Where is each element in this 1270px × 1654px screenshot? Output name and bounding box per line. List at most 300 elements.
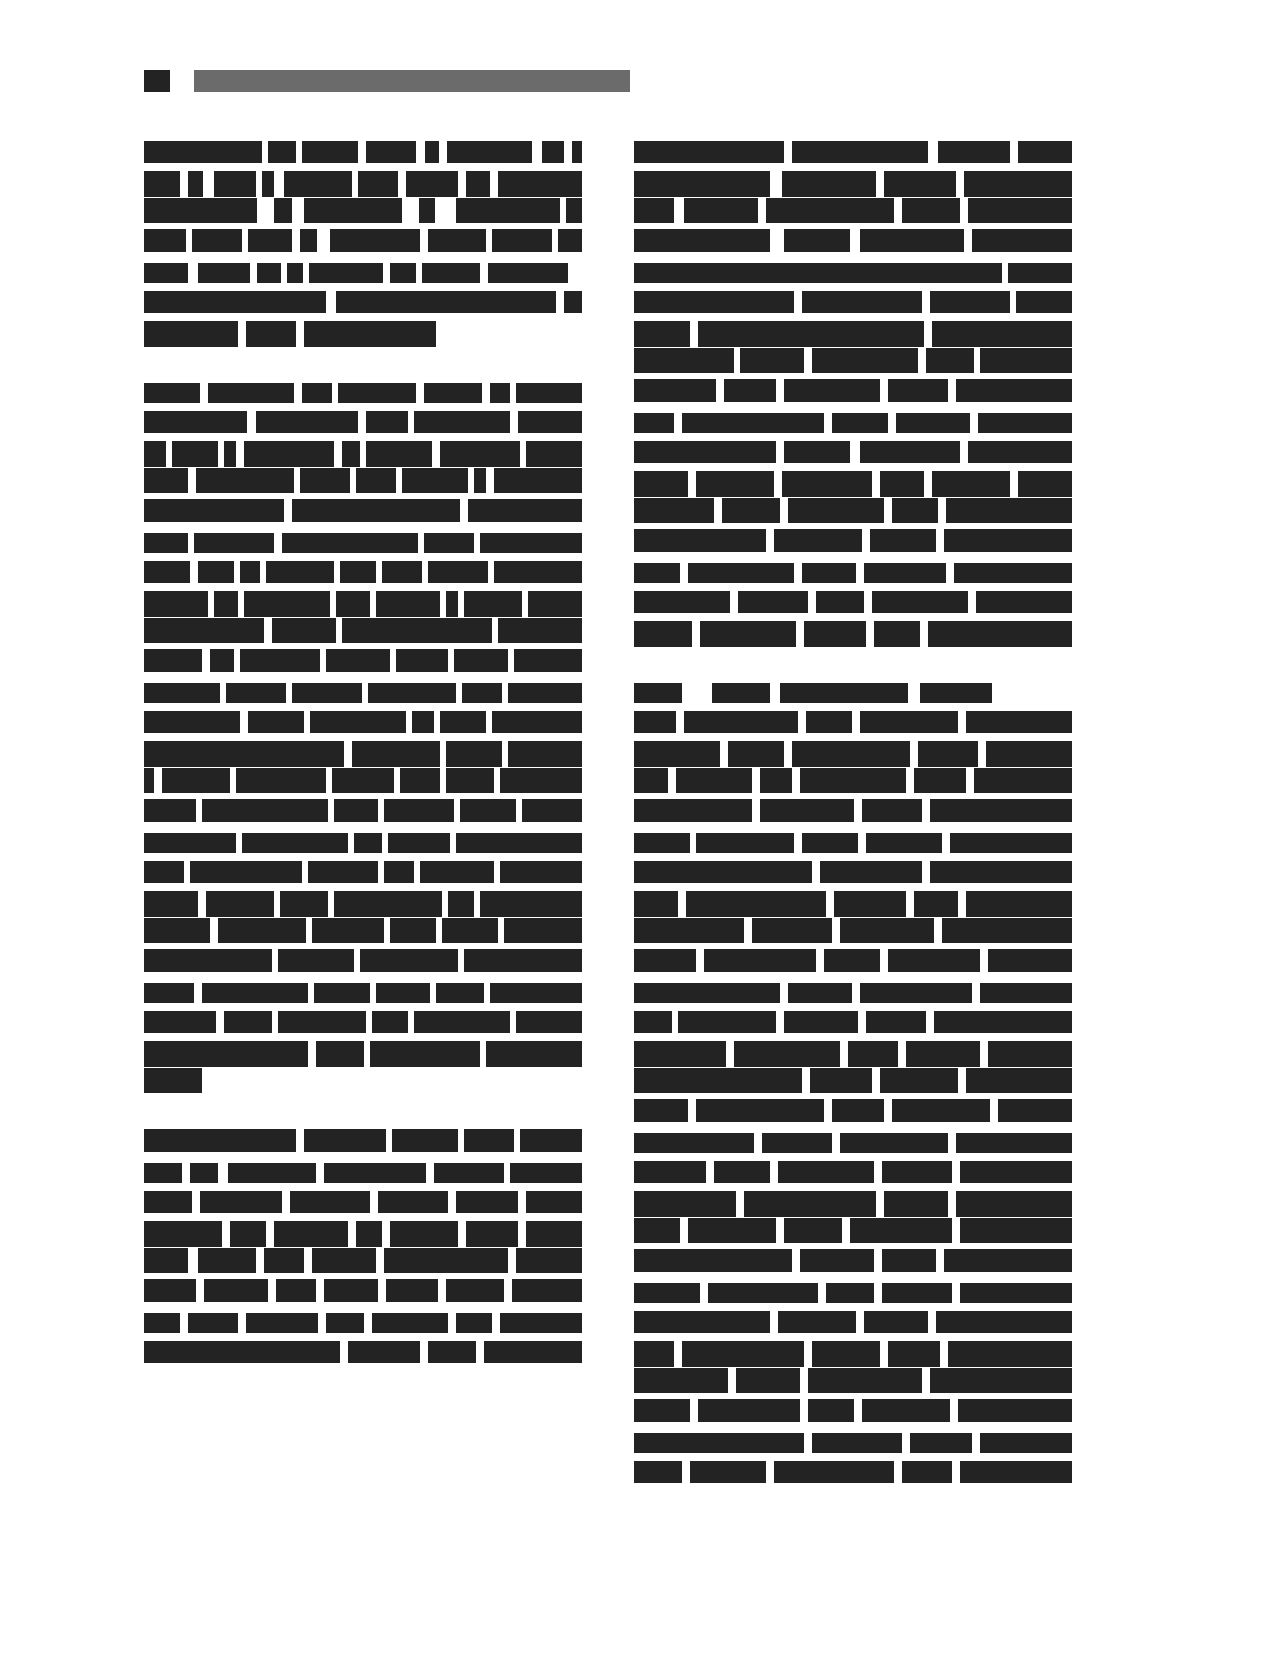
redacted-text-line bbox=[634, 1218, 1072, 1248]
redacted-text-line bbox=[634, 768, 1072, 798]
redaction-bar bbox=[874, 621, 920, 647]
redaction-bar bbox=[936, 1311, 1072, 1333]
redaction-bar bbox=[464, 591, 522, 617]
redaction-bar bbox=[634, 861, 812, 883]
redaction-bar bbox=[390, 263, 416, 283]
redaction-bar bbox=[780, 683, 908, 703]
redaction-bar bbox=[866, 833, 942, 853]
redaction-bar bbox=[486, 1041, 582, 1067]
redaction-bar bbox=[490, 983, 582, 1003]
redaction-bar bbox=[196, 468, 294, 493]
redacted-text-line bbox=[634, 618, 1072, 648]
redaction-bar bbox=[684, 711, 798, 733]
redaction-bar bbox=[392, 1129, 458, 1152]
redaction-bar bbox=[902, 198, 960, 223]
redaction-bar bbox=[214, 171, 256, 197]
redaction-bar bbox=[832, 1099, 884, 1122]
redaction-bar bbox=[282, 533, 418, 553]
redaction-bar bbox=[698, 1399, 800, 1422]
redacted-text-line bbox=[144, 288, 582, 318]
redaction-bar bbox=[634, 1433, 804, 1453]
redaction-bar bbox=[514, 649, 582, 672]
redaction-bar bbox=[424, 533, 474, 553]
redaction-bar bbox=[192, 229, 242, 252]
redaction-bar bbox=[144, 383, 200, 403]
redacted-text-line bbox=[634, 1188, 1072, 1218]
redacted-text-line bbox=[144, 1038, 582, 1068]
redaction-bar bbox=[464, 1129, 514, 1152]
redaction-bar bbox=[144, 1011, 216, 1033]
redaction-bar bbox=[976, 591, 1072, 613]
redacted-text-line bbox=[144, 798, 582, 828]
redaction-bar bbox=[634, 1249, 792, 1272]
redaction-bar bbox=[860, 441, 960, 463]
redaction-bar bbox=[696, 1099, 824, 1122]
redaction-bar bbox=[782, 171, 876, 197]
redaction-bar bbox=[930, 1368, 1072, 1393]
redaction-bar bbox=[494, 561, 582, 583]
redaction-bar bbox=[144, 533, 188, 553]
redaction-bar bbox=[498, 618, 582, 643]
redacted-text-line bbox=[144, 918, 582, 948]
redaction-bar bbox=[634, 1311, 770, 1333]
redacted-text-line bbox=[634, 738, 1072, 768]
redacted-text-line bbox=[634, 258, 1072, 288]
redaction-bar bbox=[928, 621, 1072, 647]
redaction-bar bbox=[302, 141, 358, 163]
redaction-bar bbox=[448, 891, 474, 917]
redacted-text-line bbox=[634, 138, 1072, 168]
redaction-bar bbox=[390, 1221, 458, 1247]
redaction-bar bbox=[860, 711, 958, 733]
redaction-bar bbox=[316, 1041, 364, 1067]
redaction-bar bbox=[372, 1011, 408, 1033]
redaction-bar bbox=[332, 768, 394, 793]
redaction-bar bbox=[634, 1341, 674, 1367]
redaction-bar bbox=[474, 468, 486, 493]
redaction-bar bbox=[792, 141, 928, 163]
redacted-text-line bbox=[634, 1338, 1072, 1368]
redaction-bar bbox=[860, 983, 972, 1003]
redaction-bar bbox=[960, 1461, 1072, 1483]
redaction-bar bbox=[914, 891, 958, 917]
redacted-text-line bbox=[634, 978, 1072, 1008]
redaction-bar bbox=[778, 1311, 856, 1333]
redaction-bar bbox=[274, 1221, 348, 1247]
paragraph bbox=[144, 378, 582, 1098]
redaction-bar bbox=[428, 561, 488, 583]
redaction-bar bbox=[244, 441, 334, 467]
redaction-bar bbox=[356, 1221, 382, 1247]
redacted-text-line bbox=[144, 978, 582, 1008]
left-column bbox=[144, 138, 582, 1368]
redaction-bar bbox=[860, 229, 964, 252]
redaction-bar bbox=[808, 1399, 854, 1422]
redaction-bar bbox=[382, 561, 422, 583]
redaction-bar bbox=[144, 649, 202, 672]
redaction-bar bbox=[802, 291, 922, 313]
redacted-text-line bbox=[634, 798, 1072, 828]
redaction-bar bbox=[248, 711, 304, 733]
redacted-text-line bbox=[144, 948, 582, 978]
redaction-bar bbox=[634, 1461, 682, 1483]
redaction-bar bbox=[256, 411, 358, 433]
redaction-bar bbox=[840, 918, 934, 943]
redaction-bar bbox=[832, 413, 888, 433]
redacted-text-line bbox=[144, 738, 582, 768]
redaction-bar bbox=[412, 711, 434, 733]
redaction-bar bbox=[784, 229, 850, 252]
redaction-bar bbox=[872, 591, 968, 613]
redaction-bar bbox=[516, 383, 582, 403]
redacted-text-line bbox=[634, 558, 1072, 588]
redaction-bar bbox=[436, 983, 484, 1003]
redaction-bar bbox=[366, 411, 408, 433]
redacted-text-line bbox=[144, 588, 582, 618]
redaction-bar bbox=[312, 918, 384, 943]
redaction-bar bbox=[446, 768, 494, 793]
redacted-text-line bbox=[144, 468, 582, 498]
redaction-bar bbox=[882, 1283, 952, 1303]
redaction-bar bbox=[634, 1011, 672, 1033]
redaction-bar bbox=[292, 683, 362, 703]
page-header bbox=[144, 70, 1074, 96]
redacted-text-line bbox=[634, 948, 1072, 978]
redacted-text-line bbox=[144, 378, 582, 408]
redaction-bar bbox=[278, 1011, 366, 1033]
redaction-bar bbox=[274, 198, 292, 223]
redaction-bar bbox=[440, 441, 520, 467]
redacted-text-line bbox=[634, 678, 1072, 708]
redaction-bar bbox=[490, 383, 510, 403]
redaction-bar bbox=[224, 441, 236, 467]
redaction-bar bbox=[812, 1433, 902, 1453]
redaction-bar bbox=[634, 1399, 690, 1422]
redaction-bar bbox=[310, 711, 406, 733]
redaction-bar bbox=[930, 799, 1072, 822]
redaction-bar bbox=[330, 229, 420, 252]
redaction-bar bbox=[324, 1163, 426, 1183]
redaction-bar bbox=[144, 741, 344, 767]
redaction-bar bbox=[348, 1341, 420, 1363]
redacted-text-line bbox=[634, 1308, 1072, 1338]
redacted-text-line bbox=[144, 1068, 582, 1098]
redaction-bar bbox=[402, 468, 468, 493]
redaction-bar bbox=[194, 533, 274, 553]
redaction-bar bbox=[634, 983, 780, 1003]
redaction-bar bbox=[198, 1248, 256, 1273]
redacted-text-line bbox=[634, 378, 1072, 408]
redaction-bar bbox=[334, 799, 378, 822]
redaction-bar bbox=[494, 468, 582, 493]
redacted-text-line bbox=[144, 618, 582, 648]
redaction-bar bbox=[988, 949, 1072, 972]
redaction-bar bbox=[162, 768, 230, 793]
redaction-bar bbox=[1018, 471, 1072, 497]
redaction-bar bbox=[698, 321, 924, 347]
redaction-bar bbox=[224, 1011, 272, 1033]
redaction-bar bbox=[498, 171, 582, 197]
redaction-bar bbox=[888, 949, 980, 972]
redaction-bar bbox=[820, 861, 922, 883]
redaction-bar bbox=[396, 649, 448, 672]
redaction-bar bbox=[144, 833, 236, 853]
redacted-text-line bbox=[144, 858, 582, 888]
redaction-bar bbox=[284, 171, 352, 197]
redaction-bar bbox=[682, 413, 824, 433]
redaction-bar bbox=[678, 1011, 776, 1033]
redacted-text-line bbox=[634, 1008, 1072, 1038]
redaction-bar bbox=[834, 891, 906, 917]
paragraph bbox=[144, 1128, 582, 1368]
redaction-bar bbox=[824, 949, 880, 972]
redaction-bar bbox=[932, 471, 1010, 497]
redaction-bar bbox=[722, 498, 780, 523]
redaction-bar bbox=[144, 1068, 202, 1093]
redaction-bar bbox=[508, 741, 582, 767]
redaction-bar bbox=[634, 621, 692, 647]
redaction-bar bbox=[360, 949, 458, 972]
redaction-bar bbox=[144, 561, 190, 583]
redaction-bar bbox=[456, 198, 560, 223]
redacted-text-line bbox=[634, 198, 1072, 228]
redaction-bar bbox=[826, 1283, 874, 1303]
redaction-bar bbox=[276, 1279, 316, 1302]
redaction-bar bbox=[366, 441, 432, 467]
redaction-bar bbox=[424, 383, 482, 403]
redaction-bar bbox=[634, 171, 770, 197]
redacted-text-line bbox=[144, 258, 582, 288]
redaction-bar bbox=[246, 321, 296, 347]
redaction-bar bbox=[966, 891, 1072, 917]
redaction-bar bbox=[804, 621, 866, 647]
redaction-bar bbox=[352, 741, 440, 767]
redaction-bar bbox=[960, 1218, 1072, 1243]
redacted-text-line bbox=[144, 318, 582, 348]
redaction-bar bbox=[358, 171, 398, 197]
redaction-bar bbox=[304, 1129, 386, 1152]
redaction-bar bbox=[144, 499, 284, 522]
redaction-bar bbox=[862, 799, 922, 822]
redaction-bar bbox=[812, 1341, 880, 1367]
redaction-bar bbox=[190, 861, 302, 883]
redacted-text-line bbox=[634, 918, 1072, 948]
redaction-bar bbox=[384, 799, 454, 822]
redaction-bar bbox=[866, 1011, 926, 1033]
redaction-bar bbox=[266, 561, 334, 583]
redacted-text-line bbox=[634, 1248, 1072, 1278]
redaction-bar bbox=[998, 1099, 1072, 1122]
redaction-bar bbox=[500, 1313, 582, 1333]
redaction-bar bbox=[144, 891, 198, 917]
redaction-bar bbox=[734, 1041, 840, 1067]
redaction-bar bbox=[428, 1341, 476, 1363]
redacted-text-line bbox=[634, 1278, 1072, 1308]
redaction-bar bbox=[960, 1161, 1072, 1183]
redaction-bar bbox=[376, 983, 430, 1003]
redacted-text-line bbox=[144, 648, 582, 678]
redaction-bar bbox=[980, 1433, 1072, 1453]
redaction-bar bbox=[292, 499, 460, 522]
redaction-bar bbox=[688, 563, 794, 583]
redacted-text-line bbox=[144, 768, 582, 798]
redaction-bar bbox=[144, 711, 240, 733]
redaction-bar bbox=[336, 291, 556, 313]
redaction-bar bbox=[144, 1129, 296, 1152]
redaction-bar bbox=[510, 1163, 582, 1183]
redaction-bar bbox=[686, 891, 826, 917]
redaction-bar bbox=[144, 1041, 308, 1067]
redaction-bar bbox=[968, 198, 1072, 223]
redaction-bar bbox=[1018, 141, 1072, 163]
redaction-bar bbox=[460, 799, 516, 822]
redacted-text-line bbox=[634, 1128, 1072, 1158]
redacted-text-line bbox=[634, 1368, 1072, 1398]
redaction-bar bbox=[738, 591, 808, 613]
redaction-bar bbox=[684, 198, 758, 223]
redaction-bar bbox=[966, 1068, 1072, 1093]
redaction-bar bbox=[464, 949, 582, 972]
redaction-bar bbox=[634, 918, 744, 943]
redaction-bar bbox=[784, 1011, 858, 1033]
redaction-bar bbox=[528, 591, 582, 617]
redacted-text-line bbox=[634, 228, 1072, 258]
redaction-bar bbox=[566, 198, 582, 223]
redaction-bar bbox=[144, 949, 272, 972]
redaction-bar bbox=[144, 683, 220, 703]
redacted-text-line bbox=[144, 408, 582, 438]
redacted-text-line bbox=[144, 498, 582, 528]
redaction-bar bbox=[958, 1399, 1072, 1422]
redacted-text-line bbox=[144, 1338, 582, 1368]
redaction-bar bbox=[324, 1279, 378, 1302]
redaction-bar bbox=[144, 768, 154, 793]
redaction-bar bbox=[454, 649, 508, 672]
redaction-bar bbox=[434, 1163, 504, 1183]
redaction-bar bbox=[788, 498, 884, 523]
redaction-bar bbox=[700, 621, 796, 647]
redaction-bar bbox=[802, 563, 856, 583]
redaction-bar bbox=[242, 833, 348, 853]
redaction-bar bbox=[504, 918, 582, 943]
redaction-bar bbox=[634, 263, 1002, 283]
redaction-bar bbox=[144, 263, 188, 283]
redaction-bar bbox=[762, 1133, 832, 1153]
redaction-bar bbox=[376, 591, 440, 617]
redaction-bar bbox=[980, 983, 1072, 1003]
redaction-bar bbox=[419, 198, 435, 223]
redaction-bar bbox=[240, 649, 320, 672]
redaction-bar bbox=[788, 983, 852, 1003]
redaction-bar bbox=[518, 411, 582, 433]
redaction-bar bbox=[300, 229, 317, 252]
redaction-bar bbox=[414, 1011, 510, 1033]
redaction-bar bbox=[228, 1163, 316, 1183]
redaction-bar bbox=[488, 263, 568, 283]
redaction-bar bbox=[336, 591, 370, 617]
redacted-text-line bbox=[144, 708, 582, 738]
redaction-bar bbox=[760, 768, 792, 793]
redaction-bar bbox=[792, 741, 910, 767]
redaction-bar bbox=[388, 833, 450, 853]
redaction-bar bbox=[960, 1283, 1072, 1303]
redaction-bar bbox=[390, 918, 436, 943]
redaction-bar bbox=[522, 799, 582, 822]
redaction-bar bbox=[882, 1161, 952, 1183]
redaction-bar bbox=[302, 383, 332, 403]
redaction-bar bbox=[564, 291, 582, 313]
redacted-text-line bbox=[144, 138, 582, 168]
redaction-bar bbox=[462, 683, 502, 703]
redacted-text-line bbox=[634, 1098, 1072, 1128]
redaction-bar bbox=[420, 861, 494, 883]
redaction-bar bbox=[204, 1279, 268, 1302]
redaction-bar bbox=[978, 413, 1072, 433]
redaction-bar bbox=[558, 229, 582, 252]
redaction-bar bbox=[280, 891, 328, 917]
redaction-bar bbox=[736, 1368, 800, 1393]
redaction-bar bbox=[870, 529, 936, 552]
redaction-bar bbox=[634, 1099, 688, 1122]
redaction-bar bbox=[248, 229, 292, 252]
redaction-bar bbox=[340, 561, 376, 583]
redaction-bar bbox=[200, 1191, 282, 1213]
redaction-bar bbox=[634, 321, 690, 347]
redaction-bar bbox=[972, 229, 1072, 252]
redaction-bar bbox=[634, 1283, 700, 1303]
redaction-bar bbox=[696, 471, 774, 497]
redaction-bar bbox=[634, 1368, 728, 1393]
redaction-bar bbox=[634, 529, 766, 552]
redaction-bar bbox=[144, 861, 184, 883]
redaction-bar bbox=[480, 891, 582, 917]
redaction-bar bbox=[920, 683, 992, 703]
redaction-bar bbox=[210, 649, 234, 672]
paragraph bbox=[634, 138, 1072, 648]
redaction-bar bbox=[880, 1068, 958, 1093]
redaction-bar bbox=[766, 198, 894, 223]
redacted-text-line bbox=[634, 828, 1072, 858]
redaction-bar bbox=[778, 1161, 874, 1183]
redaction-bar bbox=[368, 683, 456, 703]
redaction-bar bbox=[144, 141, 262, 163]
redaction-bar bbox=[634, 1133, 754, 1153]
redacted-text-line bbox=[634, 438, 1072, 468]
redaction-bar bbox=[144, 1341, 340, 1363]
redacted-text-line bbox=[144, 558, 582, 588]
redaction-bar bbox=[257, 263, 281, 283]
redaction-bar bbox=[774, 529, 862, 552]
redacted-text-line bbox=[144, 888, 582, 918]
redaction-bar bbox=[634, 141, 784, 163]
redaction-bar bbox=[918, 741, 978, 767]
redaction-bar bbox=[956, 1191, 1072, 1217]
redaction-bar bbox=[740, 348, 804, 373]
redaction-bar bbox=[880, 471, 924, 497]
redaction-bar bbox=[682, 1341, 804, 1367]
redaction-bar bbox=[342, 441, 360, 467]
redaction-bar bbox=[520, 1129, 582, 1152]
redaction-bar bbox=[456, 1313, 492, 1333]
redaction-bar bbox=[262, 171, 274, 197]
redaction-bar bbox=[930, 291, 1010, 313]
redaction-bar bbox=[634, 1161, 706, 1183]
redaction-bar bbox=[526, 1221, 582, 1247]
redaction-bar bbox=[406, 171, 458, 197]
redacted-text-line bbox=[634, 498, 1072, 528]
redaction-bar bbox=[968, 441, 1072, 463]
redaction-bar bbox=[172, 441, 218, 467]
